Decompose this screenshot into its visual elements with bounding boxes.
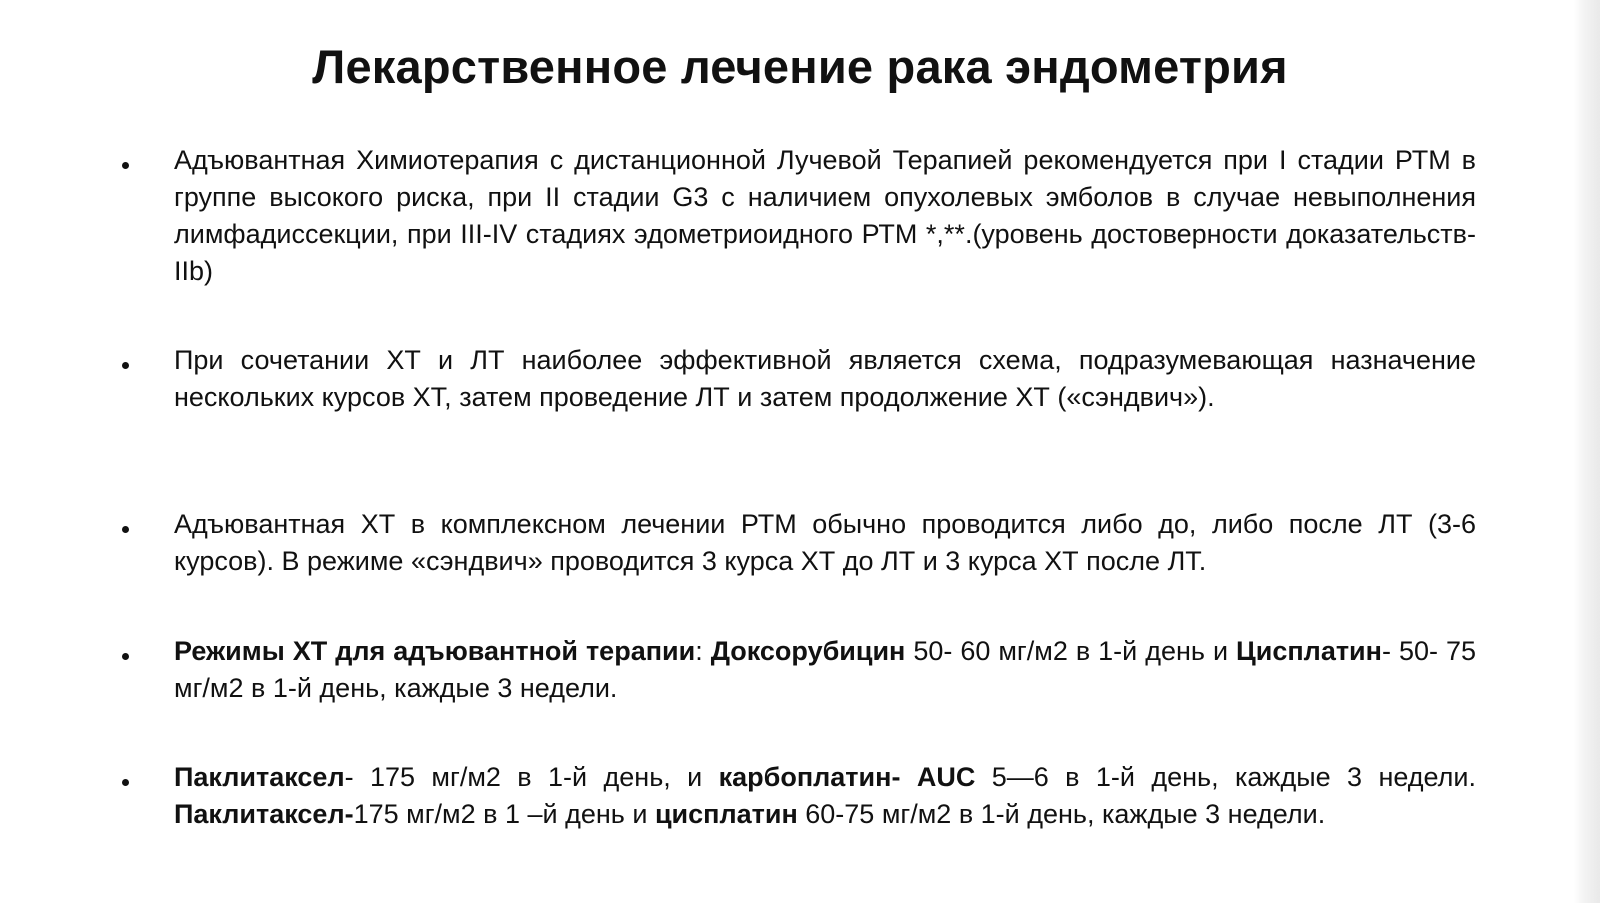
bullet-text-4 — [174, 633, 1476, 707]
bullet-1-segment-1: Адъювантная Химиотерапия с дистанционной Лучевой Терапией рекомендуется при I стадии РТМ в группе высокого риска, при II стадии G3 с наличием опухолевых эмболов в случае невыполнения лимфадиссекции, при III-IV стадиях эдометриоидного РТМ *,**.(уровень достоверности доказательств- IIb) — [174, 145, 1476, 286]
bullet-4-segment-3: Доксорубицин — [710, 636, 906, 666]
bullet-4-segment-5: Цисплатин — [1236, 636, 1382, 666]
bullet-2-segment-1: При сочетании ХТ и ЛТ наиболее эффективной является схема, подразумевающая назначение нескольких курсов ХТ, затем проведение ЛТ и затем продолжение ХТ («сэндвич»). — [174, 345, 1476, 412]
bullet-dot-icon — [122, 362, 132, 372]
bullet-dot-icon — [122, 653, 132, 663]
bullet-dot-icon — [122, 162, 132, 172]
bullet-4-segment-6: - 50- 75 мг/м2 в 1-й день, каждые 3 недели. — [174, 636, 1476, 703]
bullet-5-segment-3: карбоплатин- AUC — [718, 762, 976, 792]
slide-title: Лекарственное лечение рака эндометрия — [312, 40, 1288, 93]
bullet-5-segment-5: Паклитаксел- — [174, 799, 354, 829]
bullet-text-3 — [174, 506, 1476, 580]
bullet-5-segment-7: цисплатин — [654, 799, 798, 829]
bullet-5-segment-6: 175 мг/м2 в 1 –й день и — [353, 799, 655, 829]
bullet-4-segment-4: 50- 60 мг/м2 в 1-й день и — [905, 636, 1237, 666]
bullet-5-segment-8: 60-75 мг/м2 в 1-й день, каждые 3 недели. — [797, 799, 1326, 829]
bullet-5-segment-4: 5—6 в 1-й день, каждые 3 недели. — [975, 762, 1476, 792]
bullet-5-segment-1: Паклитаксел — [174, 762, 345, 792]
bullet-text-5 — [174, 759, 1476, 833]
bullet-text-1 — [174, 142, 1476, 290]
right-edge-shadow — [1574, 0, 1600, 903]
bullet-text-2 — [174, 342, 1476, 416]
bullet-dot-icon — [122, 779, 132, 789]
bullet-dot-icon — [122, 526, 132, 536]
bullet-5-segment-2: - 175 мг/м2 в 1-й день, и — [344, 762, 719, 792]
bullet-3-segment-1: Адъювантная ХТ в комплексном лечении РТМ обычно проводится либо до, либо после ЛТ (3-6 курсов). В режиме «сэндвич» проводится 3 курса ХТ до ЛТ и 3 курса ХТ после ЛТ. — [174, 509, 1476, 576]
bullet-4-segment-1: Режимы ХТ для адъювантной терапии — [174, 636, 696, 666]
bullet-4-segment-2: : — [695, 636, 711, 666]
